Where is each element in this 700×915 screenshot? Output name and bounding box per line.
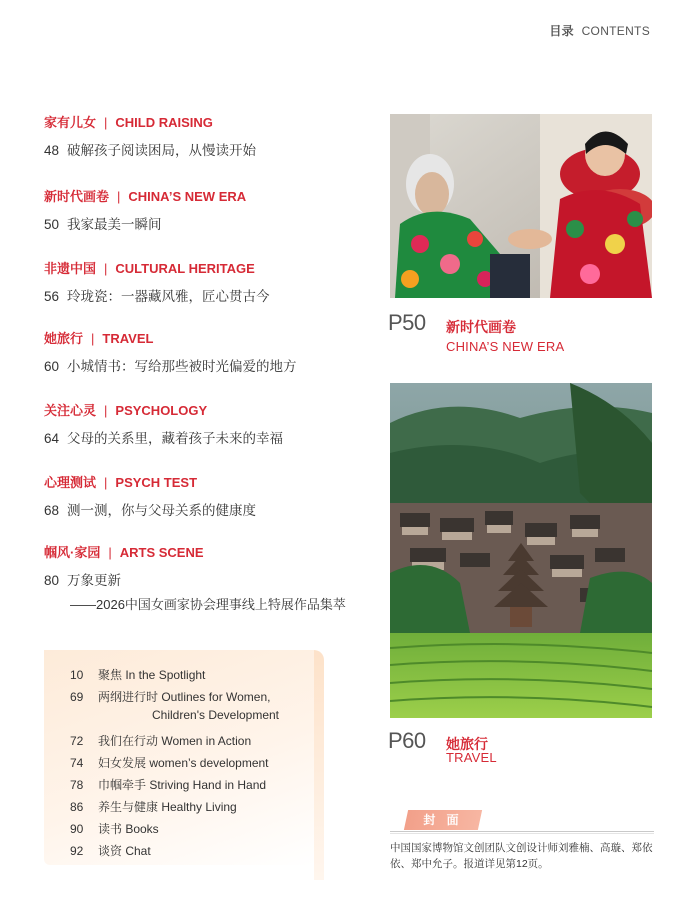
cover-label-tag xyxy=(404,810,482,830)
cover-credit-text: 中国国家博物馆文创团队文创设计师刘雅楠、高璇、郑依依、郑中允子。报道详见第12页。 xyxy=(390,842,653,870)
brief-item[interactable]: 86 养生与健康 Healthy Living xyxy=(70,800,237,814)
family-photo[interactable] xyxy=(390,114,652,298)
toc-section[interactable] xyxy=(44,328,374,375)
brief-item[interactable]: 90 读书 Books xyxy=(70,822,159,836)
section-entry: 80 万象更新 xyxy=(44,573,122,588)
brief-item[interactable]: 78 巾帼牵手 Striving Hand in Hand xyxy=(70,778,267,792)
section-heading: 新时代画卷 | CHINA’S NEW ERA xyxy=(44,189,247,204)
brief-item[interactable]: 10 聚焦 In the Spotlight xyxy=(70,668,206,682)
village-photo-illustration xyxy=(390,383,652,718)
feature1-title-en: CHINA’S NEW ERA xyxy=(446,339,565,354)
village-photo[interactable] xyxy=(390,383,652,718)
section-heading: 非遗中国 | CULTURAL HERITAGE xyxy=(44,261,255,276)
brief-item[interactable]: 72 我们在行动 Women in Action xyxy=(70,734,252,748)
feature2-title-cn: 她旅行 xyxy=(446,736,488,752)
feature1-page: P50 xyxy=(388,310,426,335)
section-heading: 心理测试 | PSYCH TEST xyxy=(44,475,198,490)
family-photo-illustration xyxy=(390,114,652,298)
feature1-title-cn: 新时代画卷 xyxy=(446,319,516,335)
section-heading: 家有儿女 | CHILD RAISING xyxy=(44,115,213,130)
cover-divider xyxy=(390,831,654,832)
toc-section[interactable] xyxy=(44,542,374,613)
section-entry: 64 父母的关系里，藏着孩子未来的幸福 xyxy=(44,431,284,446)
toc-section[interactable] xyxy=(44,112,374,159)
contents-header-cn: 目录 xyxy=(549,24,574,38)
toc-section[interactable] xyxy=(44,400,374,447)
section-heading: 关注心灵 | PSYCHOLOGY xyxy=(44,403,208,418)
feature2-page: P60 xyxy=(388,728,426,753)
brief-item[interactable]: 74 妇女发展 women’s development xyxy=(70,756,269,770)
brief-panel-edge xyxy=(314,650,324,880)
toc-section[interactable] xyxy=(44,258,374,305)
section-entry: 60 小城情书：写给那些被时光偏爱的地方 xyxy=(44,359,297,374)
brief-columns-panel xyxy=(44,650,314,865)
feature2-title-en: TRAVEL xyxy=(446,750,497,765)
section-heading: 她旅行 | TRAVEL xyxy=(44,331,154,346)
contents-header xyxy=(549,22,650,39)
toc-section[interactable] xyxy=(44,186,374,233)
section-entry: 68 测一测，你与父母关系的健康度 xyxy=(44,503,257,518)
section-entry: 48 破解孩子阅读困局，从慢读开始 xyxy=(44,143,257,158)
contents-header-en: CONTENTS xyxy=(581,24,650,38)
section-entry: 50 我家最美一瞬间 xyxy=(44,217,162,232)
brief-item[interactable]: 69 两纲进行时 Outlines for Women, Children's Development xyxy=(70,690,280,722)
cover-label: 封 面 xyxy=(423,813,463,827)
section-entry: 56 玲珑瓷：一器藏风雅，匠心贯古今 xyxy=(44,289,270,304)
section-subtitle: ——2026中国女画家协会理事线上特展作品集萃 xyxy=(70,597,346,612)
toc-section[interactable] xyxy=(44,472,374,519)
brief-item[interactable]: 92 谈资 Chat xyxy=(70,844,151,858)
cover-divider-secondary xyxy=(390,833,654,834)
section-heading: 帼风·家园 | ARTS SCENE xyxy=(44,545,204,560)
